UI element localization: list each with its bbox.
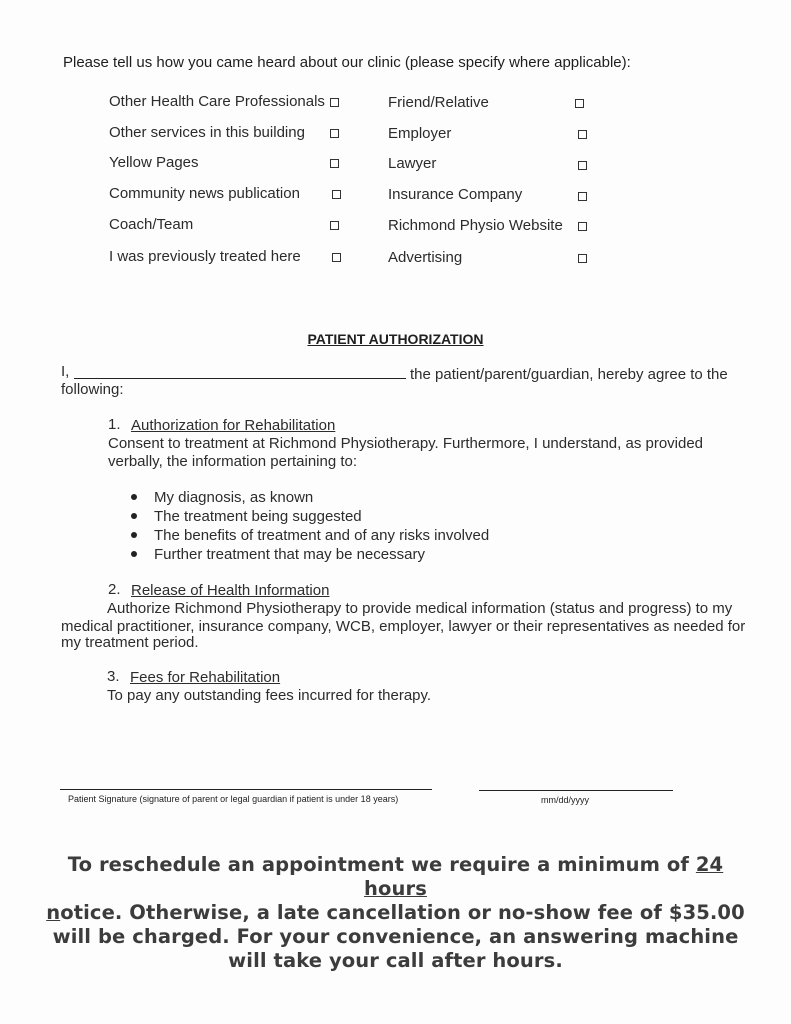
option-coach-team: Coach/Team [109, 216, 194, 233]
section2-heading: Release of Health Information [131, 582, 330, 599]
signature-caption: Patient Signature (signature of parent or legal guardian if patient is under 18 years) [68, 794, 399, 804]
referral-question: Please tell us how you came heard about our clinic (please specify where applicable): [63, 54, 631, 71]
section2-line1: Authorize Richmond Physiotherapy to provide medical information (status and progress) to my [107, 600, 733, 617]
section2-line3: my treatment period. [61, 634, 199, 651]
checkbox-lawyer[interactable] [578, 161, 587, 170]
option-yellow-pages: Yellow Pages [109, 154, 199, 171]
checkbox-advertising[interactable] [578, 254, 587, 263]
section2-line2: medical practitioner, insurance company, WCB, employer, lawyer or their representatives as needed for [61, 618, 746, 635]
section1-line2: verbally, the information pertaining to: [108, 453, 358, 470]
bullet-item: The benefits of treatment and of any risks involved [154, 527, 490, 544]
section1-heading: Authorization for Rehabilitation [131, 417, 336, 434]
date-caption: mm/dd/yyyy [541, 795, 590, 805]
section3-heading: Fees for Rehabilitation [130, 669, 281, 686]
option-richmond-physio-website: Richmond Physio Website [388, 217, 563, 234]
section3-line1: To pay any outstanding fees incurred for therapy. [107, 687, 432, 704]
checkbox-previously-treated[interactable] [332, 253, 341, 262]
bullet-item: Further treatment that may be necessary [154, 546, 425, 563]
checkbox-other-services[interactable] [330, 129, 339, 138]
section3-number: 3. [107, 668, 120, 685]
checkbox-friend-relative[interactable] [575, 99, 584, 108]
option-previously-treated: I was previously treated here [109, 248, 301, 265]
bullet-marker [131, 532, 137, 538]
option-other-services: Other services in this building [109, 124, 305, 141]
option-advertising: Advertising [388, 249, 463, 266]
option-insurance-company: Insurance Company [388, 186, 523, 203]
checkbox-yellow-pages[interactable] [330, 159, 339, 168]
option-friend-relative: Friend/Relative [388, 94, 489, 111]
reschedule-notice: To reschedule an appointment we require a minimum of 24 hours notice. Otherwise, a late cancellation or no-show fee of $35.00 will be charged. For your convenience, an answering machine will take your call after hours. [46, 853, 745, 972]
intro-prefix: I, [61, 363, 70, 380]
bullet-marker [131, 513, 137, 519]
bullet-marker [131, 551, 137, 557]
name-input-line[interactable] [74, 378, 406, 379]
checkbox-coach-team[interactable] [330, 221, 339, 230]
option-other-health-care-professionals: Other Health Care Professionals [109, 93, 325, 110]
checkbox-richmond-physio-website[interactable] [578, 222, 587, 231]
option-community-news: Community news publication [109, 185, 300, 202]
patient-authorization-title: PATIENT AUTHORIZATION [307, 331, 484, 347]
option-employer: Employer [388, 125, 452, 142]
bullet-item: The treatment being suggested [154, 508, 362, 525]
checkbox-employer[interactable] [578, 130, 587, 139]
section2-number: 2. [108, 581, 121, 598]
date-line[interactable] [479, 790, 673, 791]
intro-continuation: following: [61, 381, 124, 398]
checkbox-community-news[interactable] [332, 190, 341, 199]
intro-suffix: the patient/parent/guardian, hereby agree to the [410, 366, 728, 383]
bullet-item: My diagnosis, as known [154, 489, 314, 506]
checkbox-other-health-care-professionals[interactable] [330, 98, 339, 107]
bullet-marker [131, 494, 137, 500]
section1-number: 1. [108, 416, 121, 433]
section1-line1: Consent to treatment at Richmond Physiotherapy. Furthermore, I understand, as provided [108, 435, 704, 452]
checkbox-insurance-company[interactable] [578, 192, 587, 201]
signature-line[interactable] [60, 789, 432, 790]
option-lawyer: Lawyer [388, 155, 437, 172]
